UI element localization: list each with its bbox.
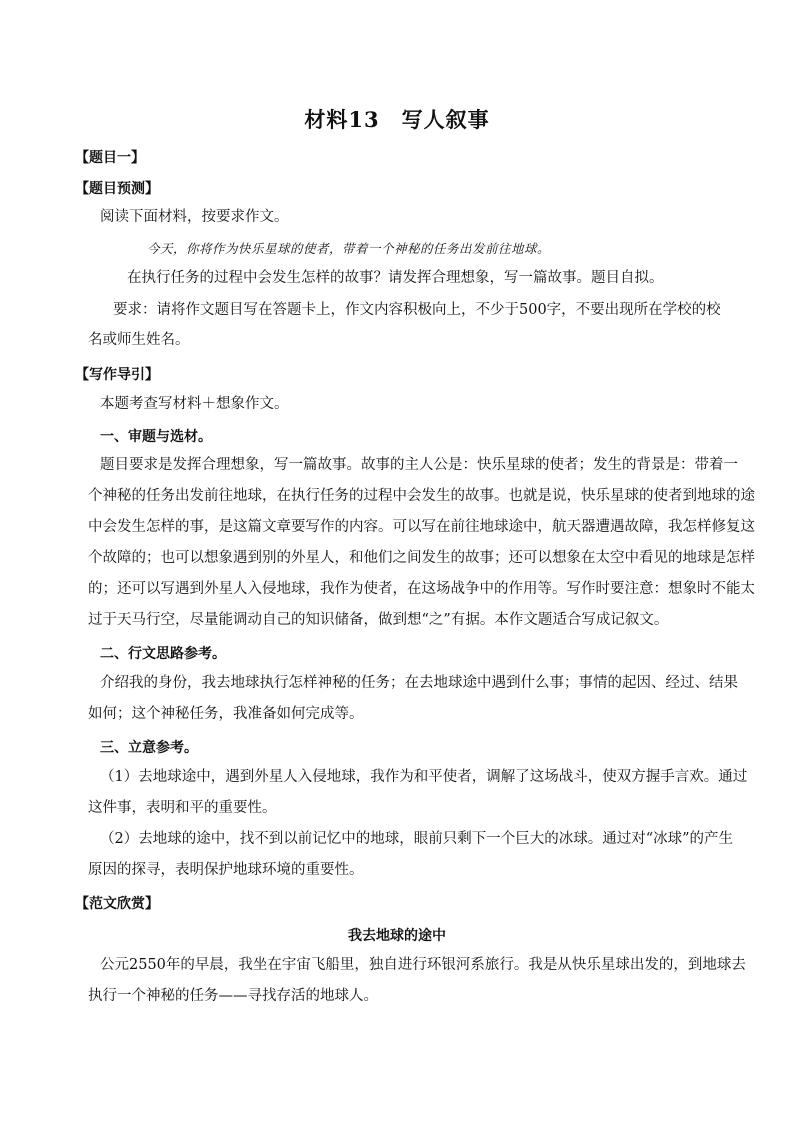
essay-line-1: 公元2550年的早晨，我坐在宇宙飞船里，独自进行环银河系旅行。我是从快乐星球出发的，到地球去 [100, 957, 746, 973]
material-text: 今天，你将作为快乐星球的使者，带着一个神秘的任务出发前往地球。 [147, 241, 551, 256]
guide-label: 【写作导引】 [75, 367, 159, 383]
idea2-line-1: （2）去地球的途中，找不到以前记忆中的地球，眼前只剩下一个巨大的冰球。通过对“冰球”的产生 [100, 831, 734, 847]
prompt-intro: 阅读下面材料，按要求作文。 [100, 209, 289, 225]
section1-line-4: 个故障的；也可以想象遇到别的外星人，和他们之间发生的故事；还可以想象在太空中看见的地球是怎样 [88, 550, 755, 566]
section1-line-3: 中会发生怎样的事，是这篇文章要写作的内容。可以写在前往地球途中，航天器遭遇故障，我怎样修复这 [88, 519, 755, 535]
idea1-line-2: 这件事，表明和平的重要性。 [88, 800, 277, 816]
requirement-line-1: 要求：请将作文题目写在答题卡上，作文内容积极向上，不少于500字，不要出现所在学校的校 [113, 302, 721, 318]
section1-line-1: 题目要求是发挥合理想象，写一篇故事。故事的主人公是：快乐星球的使者；发生的背景是：带着一 [100, 457, 738, 473]
guide-intro: 本题考查写材料＋想象作文。 [100, 396, 289, 412]
page-title: 材料13 写人叙事 [304, 107, 490, 132]
sample-label: 【范文欣赏】 [75, 896, 159, 912]
section1-heading: 一、审题与选材。 [100, 429, 212, 445]
section2-line-1: 介绍我的身份，我去地球执行怎样神秘的任务；在去地球途中遇到什么事；事情的起因、经过、结果 [100, 675, 738, 691]
task-line: 在执行任务的过程中会发生怎样的故事？请发挥合理想象，写一篇故事。题目自拟。 [127, 270, 664, 286]
section3-heading: 三、立意参考。 [100, 740, 198, 756]
section1-line-2: 个神秘的任务出发前往地球，在执行任务的过程中会发生的故事。也就是说，快乐星球的使者到地球的途 [88, 488, 755, 504]
section1-line-6: 过于天马行空，尽量能调动自己的知识储备，做到想“之”有据。本作文题适合写成记叙文。 [88, 612, 669, 628]
essay-line-2: 执行一个神秘的任务——寻找存活的地球人。 [88, 988, 378, 1004]
section2-line-2: 如何；这个神秘任务，我准备如何完成等。 [88, 706, 364, 722]
prediction-label: 【题目预测】 [75, 181, 159, 197]
requirement-line-2: 名或师生姓名。 [88, 332, 190, 348]
topic1-label: 【题目一】 [75, 150, 145, 166]
essay-title: 我去地球的途中 [348, 928, 446, 944]
idea1-line-1: （1）去地球途中，遇到外星人入侵地球，我作为和平使者，调解了这场战斗，使双方握手言欢。通过 [100, 769, 748, 785]
section2-heading: 二、行文思路参考。 [100, 646, 226, 662]
section1-line-5: 的；还可以写遇到外星人入侵地球，我作为使者，在这场战争中的作用等。写作时要注意：想象时不能太 [88, 581, 755, 597]
idea2-line-2: 原因的探寻，表明保护地球环境的重要性。 [88, 862, 364, 878]
